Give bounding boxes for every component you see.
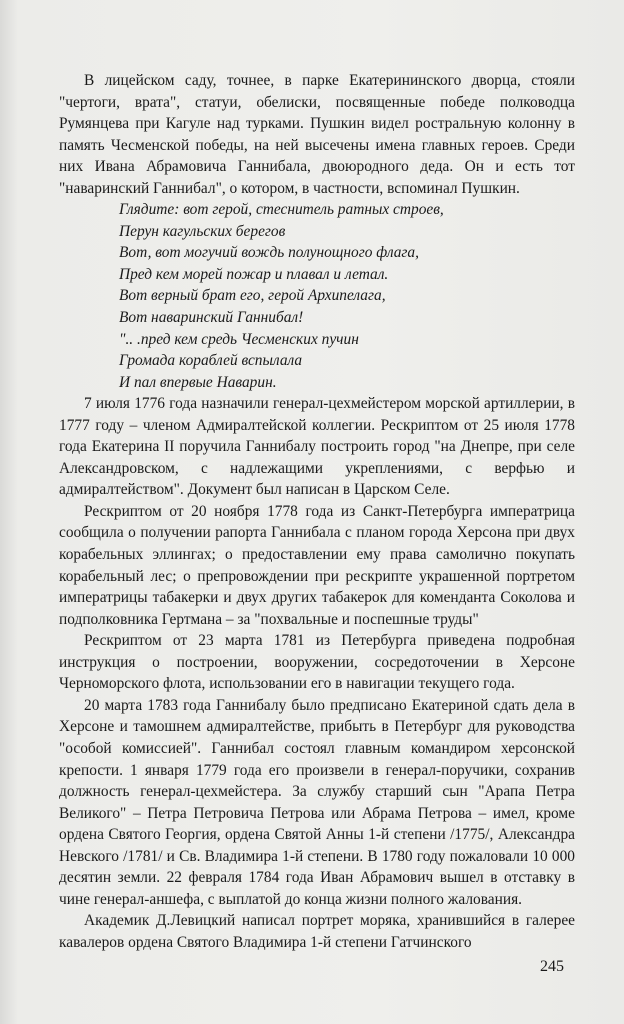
verse-line-5: Вот верный брат его, герой Архипелага, [119,287,386,305]
body-text [59,70,575,953]
verse-line-6: Вот наваринский Ганнибал! [119,309,304,327]
paragraph-4: Рескриптом от 23 марта 1781 из Петербурга приведена подробная инструкция о построении, вооружении, сосредоточении в Херсоне Черноморского флота, использовании его в навигации текущего года. [59,632,575,693]
page-number: 245 [540,958,564,975]
paragraph-6: Академик Д.Левицкий написал портрет моряка, хранившийся в галерее кавалеров ордена Святого Владимира 1-й степени Гатчинского [59,912,575,951]
paragraph-1: В лицейском саду, точнее, в парке Екатерининского дворца, стояли "чертоги, врата", статуи, обелиски, посвященные победе полководца Румянцева при Кагуле над турками. Пушкин видел ростральную колонну в память Чесменской победы, на ней высечены имена главных героев. Среди них Ивана Абрамовича Ганнибала, двоюродного деда. Он и есть тот "наваринский Ганнибал", о котором, в частности, вспоминал Пушкин. [59,72,575,197]
paragraph-5: 20 марта 1783 года Ганнибалу было предписано Екатериной сдать дела в Херсоне и тамошнем адмиралтействе, прибыть в Петербург для руководства "особой комиссией". Ганнибал состоял главным командиром херсонской крепости. 1 января 1779 года его произвели в генерал-поручики, сохранив должность генерал-цехмейстера. За службу старший сын "Арапа Петра Великого" – Петра Петровича Петрова или Абрама Петрова – имел, кроме ордена Святого Георгия, ордена Святой Анны 1-й степени /1775/, Александра Невского /1781/ и Св. Владимира 1-й степени. В 1780 году пожаловали 10 000 десятин земли. 22 февраля 1784 года Иван Абрамович вышел в отставку в чине генерал-аншефа, с выплатой до конца жизни полного жалования. [59,696,575,908]
verse-line-2: Перун кагульских берегов [119,222,286,240]
paragraph-3: Рескриптом от 20 ноября 1778 года из Санкт-Петербурга императрица сообщила о получении рапорта Ганнибала с планом города Херсона при двух корабельных эллингах; о предоставлении ему права самолично покупать корабельный лес; о препровождении при рескрипте украшенной портретом императрицы табакерки и двух других табакерок для коменданта Соколова и подполковника Гертмана – за "похвальные и поспешные труды" [59,502,575,628]
paragraph-2: 7 июля 1776 года назначили генерал-цехмейстером морской артиллерии, в 1777 году – членом Адмиралтейской коллегии. Рескриптом от 25 июля 1778 года Екатерина II поручила Ганнибалу построить город "на Днепре, при селе Александровском, с надлежащими укреплениями, с верфью и адмиралтейством". Документ был написан в Царском Селе. [59,395,575,499]
verse-line-7: ".. .пред кем средь Чесменских пучин [119,330,359,348]
verse-line-9: И пал впервые Наварин. [119,373,277,391]
verse-line-1: Глядите: вот герой, стеснитель ратных строев, [119,201,444,219]
verse-quote [119,199,575,393]
verse-line-8: Громада кораблей вспылала [119,352,303,370]
verse-line-4: Пред кем морей пожар и плавал и летал. [119,265,389,283]
verse-line-3: Вот, вот могучий вождь полунощного флага, [119,244,419,262]
